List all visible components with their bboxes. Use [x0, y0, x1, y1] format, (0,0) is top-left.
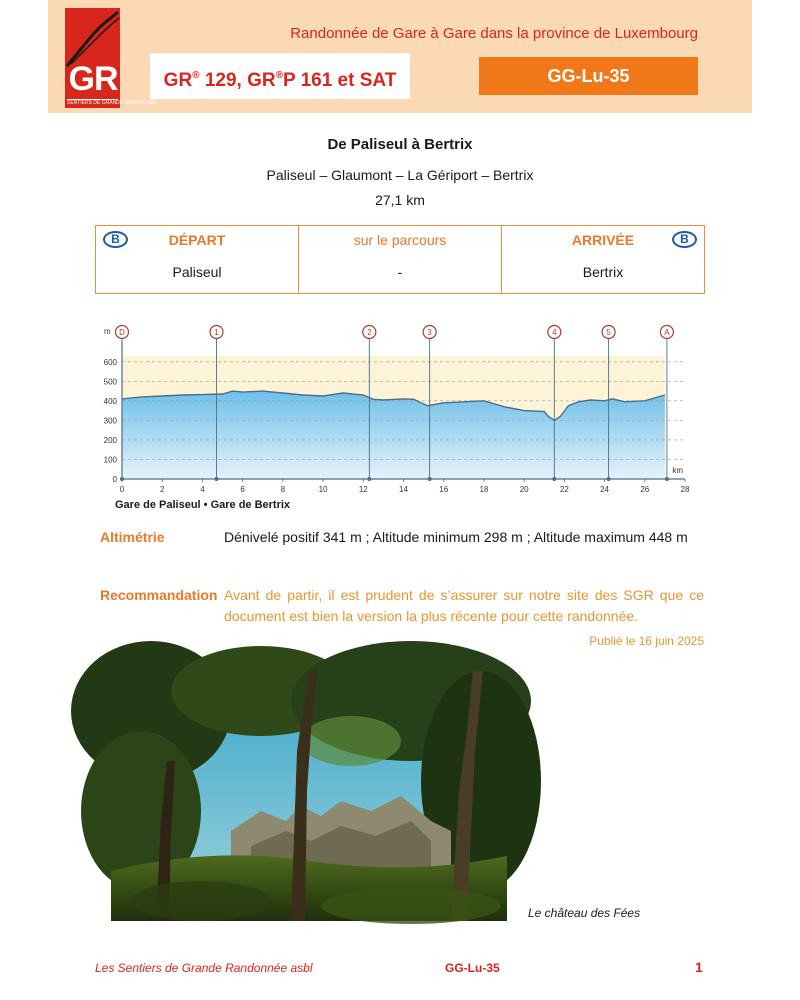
waypoint-label: 2 [367, 328, 372, 337]
departure-label: DÉPART [168, 232, 226, 248]
waypoint-dot [367, 477, 371, 481]
departure-value: Paliseul [172, 264, 222, 280]
walk-code-badge: GG-Lu-35 [479, 57, 698, 95]
footer-organization: Les Sentiers de Grande Randonnée asbl [95, 961, 313, 975]
route-stations-label: sur le parcours [353, 232, 447, 248]
x-tick-label: 26 [640, 485, 650, 494]
recommendation-label: Recommandation [100, 587, 218, 603]
x-tick-label: 12 [358, 485, 368, 494]
x-tick-label: 2 [159, 485, 165, 494]
waypoint-label: D [119, 328, 125, 337]
published-date: Publié le 16 juin 2025 [589, 634, 704, 648]
route-distance: 27,1 km [375, 192, 425, 208]
y-tick-label: 200 [103, 435, 117, 445]
x-tick-label: 0 [119, 485, 125, 494]
y-unit-label: m [104, 327, 111, 336]
x-tick-label: 20 [519, 485, 529, 494]
x-tick-label: 28 [680, 485, 690, 494]
waypoint-dot [428, 477, 432, 481]
page-number: 1 [695, 959, 703, 975]
route-names: GR® 129, GR®P 161 et SAT [150, 53, 410, 99]
route-stations-cell [299, 226, 502, 293]
waypoint-label: 1 [214, 328, 219, 337]
departure-cell [96, 226, 299, 293]
arrival-cell [502, 226, 704, 293]
y-tick-label: 300 [103, 416, 117, 426]
x-tick-label: 22 [559, 485, 569, 494]
route-stations-value: - [397, 264, 403, 280]
elevation-profile-chart [100, 322, 700, 514]
y-tick-label: 0 [112, 475, 117, 484]
forest-photo [111, 671, 507, 921]
page-title: De Paliseul à Bertrix [327, 136, 473, 153]
route-stages: Paliseul – Glaumont – La Gériport – Bertrix [266, 167, 534, 183]
x-tick-label: 4 [200, 485, 205, 494]
waypoint-label: 3 [427, 328, 432, 337]
waypoint-dot [607, 477, 611, 481]
waypoint-label: A [664, 328, 670, 337]
footer-code: GG-Lu-35 [445, 961, 500, 975]
waypoint-dot [215, 477, 219, 481]
train-station-icon: B [672, 231, 697, 248]
photo-caption: Le château des Fées [528, 906, 641, 920]
y-tick-label: 600 [103, 357, 117, 367]
train-station-icon: B [103, 231, 128, 248]
x-tick-label: 18 [479, 485, 489, 494]
arrival-value: Bertrix [582, 264, 624, 280]
x-tick-label: 24 [600, 485, 610, 494]
waypoint-label: 5 [606, 328, 611, 337]
waypoint-dot [120, 477, 124, 481]
elevation-area [122, 391, 665, 479]
x-tick-label: 14 [399, 485, 408, 494]
x-tick-label: 10 [318, 485, 328, 494]
y-tick-label: 500 [103, 377, 117, 387]
profile-legend: Gare de Paliseul • Gare de Bertrix [115, 499, 291, 511]
x-tick-label: 8 [280, 485, 286, 494]
x-unit-label: km [672, 466, 683, 475]
logo-subtext: SENTIERS DE GRANDE RANDONNÉE [67, 100, 157, 106]
header-tagline: Randonnée de Gare à Gare dans la province de Luxembourg [290, 25, 698, 42]
header-band [48, 0, 752, 113]
waypoint-dot [552, 477, 556, 481]
x-tick-label: 6 [240, 485, 245, 494]
y-tick-label: 400 [103, 396, 117, 406]
waypoint-label: 4 [552, 328, 557, 337]
recommendation-text: Avant de partir, il est prudent de s’assurer sur notre site des SGR que ce document est bien la version la plus récente pour cette randonnée. [224, 587, 704, 624]
altimetry-label: Altimétrie [100, 529, 165, 545]
gr-logo [65, 8, 157, 108]
arrival-label: ARRIVÉE [571, 232, 635, 248]
y-tick-label: 100 [103, 455, 117, 465]
x-tick-label: 16 [439, 485, 449, 494]
stations-table [95, 225, 705, 294]
altimetry-text: Dénivelé positif 341 m ; Altitude minimum 298 m ; Altitude maximum 448 m [224, 529, 688, 545]
logo-gr-text: GR [68, 60, 118, 98]
waypoint-dot [665, 477, 669, 481]
